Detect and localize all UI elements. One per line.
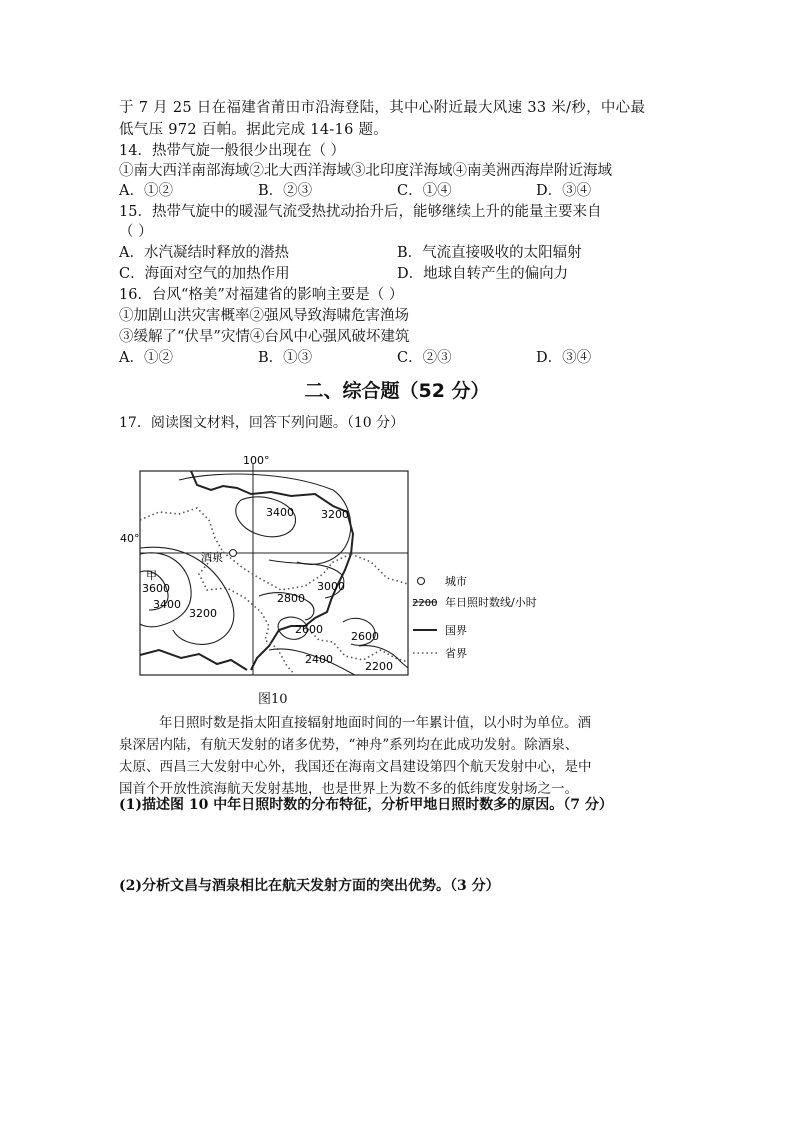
legend-contour-label: 年日照时数线/小时 xyxy=(445,596,537,609)
contour-label: 3200 xyxy=(321,508,349,521)
intro-line-2: 低气压 972 百帕。据此完成 14-16 题。 xyxy=(119,122,389,138)
q14-option-c: C．①④ xyxy=(397,183,452,199)
material-paragraph xyxy=(119,712,675,800)
city-marker xyxy=(230,550,237,557)
lon-label: 100° xyxy=(243,454,270,467)
legend-provincial-label: 省界 xyxy=(445,647,467,660)
q16-stem: 16．台风“格美”对福建省的影响主要是（ ） xyxy=(119,287,404,303)
city-label: 酒泉 xyxy=(201,551,223,564)
legend-contour-value: 2200 xyxy=(412,598,438,609)
material-line-1: 年日照时数是指太阳直接辐射地面时间的一年累计值，以小时为单位。酒 xyxy=(159,715,591,731)
national-border xyxy=(191,471,353,670)
provincial-border-4 xyxy=(351,554,408,584)
q15-option-c: C．海面对空气的加热作用 xyxy=(119,266,290,282)
legend-national-label: 国界 xyxy=(445,624,467,637)
contour-label: 2600 xyxy=(351,630,379,643)
legend-city-icon xyxy=(418,578,425,585)
material-line-2: 泉深居内陆，有航天发射的诸多优势，“神舟”系列均在此成功发射。除酒泉、 xyxy=(119,737,579,753)
contour-label: 3600 xyxy=(142,582,170,595)
map-frame xyxy=(140,471,408,675)
legend-city-label: 城市 xyxy=(445,575,467,588)
q15-option-d: D．地球自转产生的偏向力 xyxy=(397,266,569,282)
contour-label: 3400 xyxy=(153,598,181,611)
contour-label: 2600 xyxy=(295,623,323,636)
q14-option-a: A．①② xyxy=(119,183,173,199)
q14-stem: 14．热带气旋一般很少出现在（ ） xyxy=(119,143,346,159)
q16-items-2: ③缓解了“伏旱”灾情④台风中心强风破坏建筑 xyxy=(119,329,410,345)
place-label: 甲 xyxy=(146,569,157,582)
q16-option-d: D．③④ xyxy=(536,350,592,366)
q15-option-a: A．水汽凝结时释放的潜热 xyxy=(119,245,289,261)
q15-option-b: B．气流直接吸收的太阳辐射 xyxy=(397,245,582,261)
q16-option-c: C．②③ xyxy=(397,350,452,366)
material-line-4: 国首个开放性滨海航天发射基地，也是世界上为数不多的低纬度发射场之一。 xyxy=(119,781,578,797)
q15-stem: 15．热带气旋中的暖湿气流受热扰动抬升后，能够继续上升的能量主要来自 xyxy=(119,204,602,220)
q17-stem: 17．阅读图文材料，回答下列问题。（10 分） xyxy=(119,415,405,431)
national-border-south xyxy=(140,650,247,670)
lat-label: 40° xyxy=(120,532,140,545)
q15-stem-2: （ ） xyxy=(119,224,153,240)
contour-label: 3400 xyxy=(266,506,294,519)
section-heading: 二、综合题（52 分） xyxy=(304,380,490,402)
material-line-3: 太原、西昌三大发射中心外，我国还在海南文昌建设第四个航天发射中心，是中 xyxy=(119,759,592,775)
contour-label: 3200 xyxy=(189,607,217,620)
contour-label: 2200 xyxy=(365,660,393,673)
q16-option-a: A．①② xyxy=(119,350,173,366)
q17-sub-2: (2)分析文昌与酒泉相比在航天发射方面的突出优势。（3 分） xyxy=(119,878,500,894)
intro-line-1: 于 7 月 25 日在福建省莆田市沿海登陆，其中心附近最大风速 33 米/秒，中心最 xyxy=(119,100,646,116)
contour-label: 2800 xyxy=(277,592,305,605)
contour-label: 2400 xyxy=(305,653,333,666)
sunshine-map xyxy=(119,450,559,710)
q14-option-b: B．②③ xyxy=(258,183,313,199)
contour-label: 3000 xyxy=(317,580,345,593)
figure-caption: 图10 xyxy=(258,692,288,707)
q14-option-d: D．③④ xyxy=(536,183,592,199)
q16-items-1: ①加剧山洪灾害概率②强风导致海啸危害渔场 xyxy=(119,308,409,324)
q17-sub-1: (1)描述图 10 中年日照时数的分布特征，分析甲地日照时数多的原因。（7 分） xyxy=(119,797,613,813)
q14-items: ①南大西洋南部海域②北大西洋海域③北印度洋海域④南美洲西海岸附近海域 xyxy=(119,163,612,179)
q16-option-b: B．①③ xyxy=(258,350,313,366)
